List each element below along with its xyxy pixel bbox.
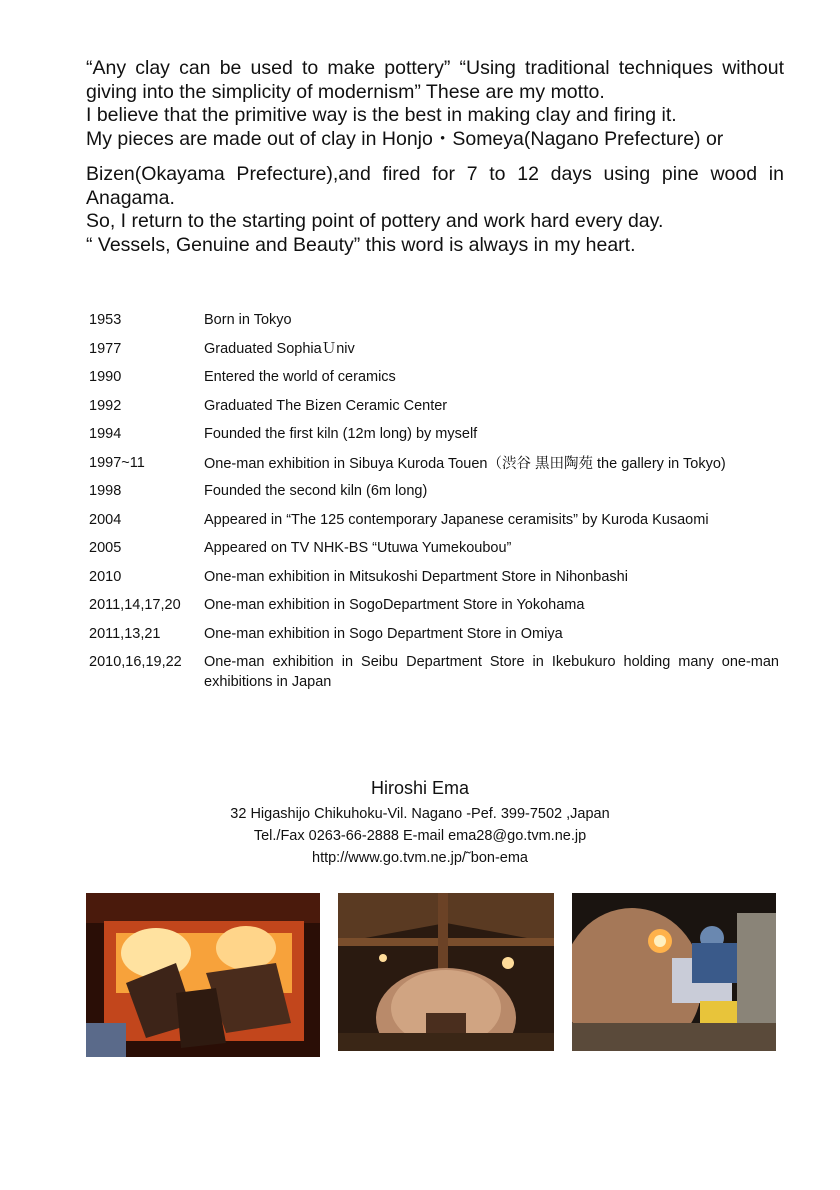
timeline-event: Graduated SophiaＵniv — [204, 340, 355, 357]
intro-line: So, I return to the starting point of pottery and work hard every day. — [86, 210, 664, 232]
intro-line: I believe that the primitive way is the best in making clay and firing it. — [86, 104, 677, 126]
stoking-kiln-photo — [572, 893, 776, 1051]
timeline-event: Entered the world of ceramics — [204, 369, 396, 385]
artist-name: Hiroshi Ema — [370, 778, 470, 798]
timeline-event: Appeared on TV NHK-BS “Utuwa Yumekoubou” — [204, 540, 512, 556]
intro-statement — [86, 57, 784, 257]
timeline-event: One-man exhibition in SogoDepartment Store in Yokohama — [204, 597, 585, 613]
timeline-event: Founded the first kiln (12m long) by myself — [204, 426, 478, 442]
timeline-year: 2011,13,21 — [89, 625, 161, 642]
kiln-fire-image — [86, 893, 320, 1057]
kiln-fire-photo — [86, 893, 320, 1057]
timeline-year: 1994 — [89, 426, 122, 442]
timeline-event: Born in Tokyo — [204, 312, 292, 328]
timeline-row — [89, 421, 779, 450]
intro-line: “ Vessels, Genuine and Beauty” this word is always in my heart. — [86, 233, 636, 256]
timeline-row — [89, 535, 779, 564]
timeline-year: 1977 — [89, 340, 122, 357]
timeline-row — [89, 621, 779, 650]
timeline-year: 1992 — [89, 397, 122, 414]
timeline-row — [89, 364, 779, 393]
timeline-row — [89, 307, 779, 336]
kiln-shed-image — [338, 893, 554, 1051]
biography-timeline — [89, 307, 779, 692]
timeline-row — [89, 450, 779, 479]
timeline-event: One-man exhibition in Sibuya Kuroda Touen（渋谷 黒田陶苑 the gallery in Tokyo) — [204, 455, 726, 472]
timeline-event: One-man exhibition in Sogo Department Store in Omiya — [204, 625, 563, 642]
address: 32 Higashijo Chikuhoku-Vil. Nagano -Pef. 399-7502 ,Japan — [230, 806, 610, 822]
timeline-year: 1997~11 — [89, 454, 145, 471]
stoking-kiln-image — [572, 893, 776, 1051]
website-link[interactable]: http://www.go.tvm.ne.jp/˜bon-ema — [312, 850, 528, 866]
timeline-year: 2010 — [89, 568, 122, 585]
timeline-row — [89, 507, 779, 536]
timeline-year: 2005 — [89, 540, 122, 556]
timeline-year: 1998 — [89, 483, 122, 499]
timeline-row — [89, 393, 779, 422]
timeline-event: One-man exhibition in Seibu Department Store in Ikebukuro holding many one-man exhibitions in Japan — [204, 654, 779, 690]
timeline-year: 1990 — [89, 369, 122, 385]
kiln-shed-photo — [338, 893, 554, 1051]
intro-line: Bizen(Okayama Prefecture),and fired for 7 to 12 days using pine wood in Anagama. — [86, 163, 784, 209]
intro-line: My pieces are made out of clay in Honjo・Someya(Nagano Prefecture) or — [86, 127, 724, 150]
timeline-row — [89, 336, 779, 365]
timeline-row — [89, 564, 779, 593]
timeline-year: 2010,16,19,22 — [89, 654, 182, 670]
timeline-row — [89, 592, 779, 621]
timeline-year: 2004 — [89, 511, 122, 528]
timeline-row — [89, 478, 779, 507]
timeline-event: Founded the second kiln (6m long) — [204, 483, 428, 499]
timeline-event: One-man exhibition in Mitsukoshi Department Store in Nihonbashi — [204, 568, 628, 585]
timeline-event: Appeared in “The 125 contemporary Japanese ceramisits” by Kuroda Kusaomi — [204, 511, 709, 528]
phone-email: Tel./Fax 0263-66-2888 E-mail ema28@go.tvm.ne.jp — [253, 828, 587, 844]
intro-line: “Any clay can be used to make pottery” “Using traditional techniques without giving into the simplicity of modernism” These are my motto. — [86, 57, 784, 103]
timeline-year: 2011,14,17,20 — [89, 597, 181, 613]
timeline-event: Graduated The Bizen Ceramic Center — [204, 397, 448, 414]
timeline-row — [89, 649, 779, 692]
contact-block — [0, 778, 840, 869]
timeline-year: 1953 — [89, 312, 122, 328]
